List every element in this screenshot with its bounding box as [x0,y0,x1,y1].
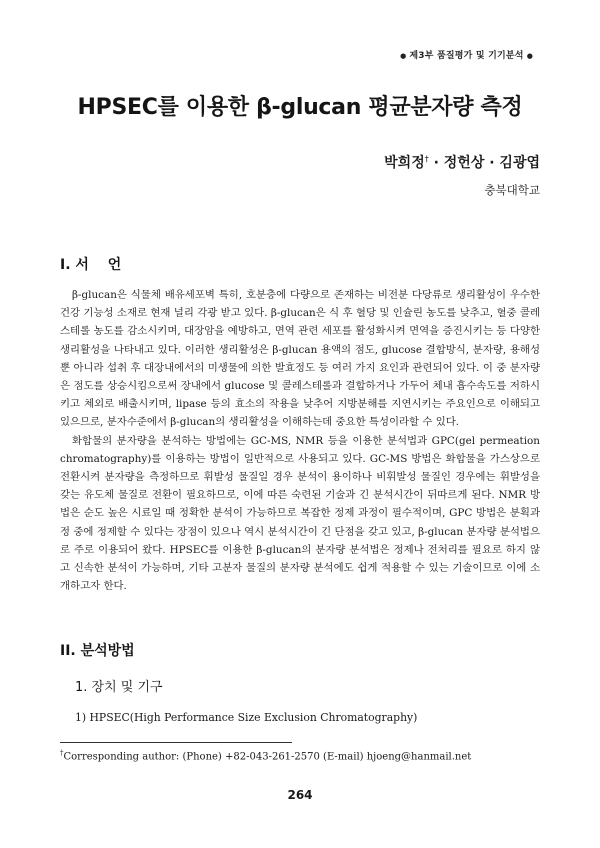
section-heading-intro: I. 서 언 [60,257,122,273]
intro-body [60,286,540,595]
subsection-heading: 1. 장치 및 기구 [75,680,163,695]
bullet-icon: ● [526,52,533,60]
author-first: 박희정 [384,155,425,171]
footnote-text: Corresponding author: (Phone) +82-043-261-2570 (E-mail) hjoeng@hanmail.net [63,751,472,763]
paper-title: HPSEC를 이용한 β-glucan 평균분자량 측정 [77,95,523,120]
corresponding-mark: † [424,154,429,164]
section-heading-methods: II. 분석방법 [60,643,135,659]
running-header-text: 제3부 품질평가 및 기기분석 [409,51,524,61]
running-header [397,48,536,61]
body-paragraph: β-glucan은 식물체 배유세포벽 특히, 호분층에 다량으로 존재하는 비전분 다당류로 생리활성이 우수한 건강 기능성 소재로 현재 널리 각광 받고 있다. β-glucan은 식 후 혈당 및 인슐린 농도를 낮추고, 혈중 콜레스테롤 농도를 감소시키며, 대장암을 예방하고, 면역 관련 세포를 활성화시켜 면역을 증진시키는 등 다양한 생리활성을 나타내고 있다. 이러한 생리활성은 β-glucan 용액의 점도, glucose 결합방식, 분자량, 용해성 뿐 아니라 섭취 후 대장내에서의 미생물에 의한 발효정도 등 여러 가지 요인과 관련되어 있다. 이 중 분자량은 점도를 상승시킴으로써 장내에서 glucose 및 콜레스테롤과 결합하거나 가두어 체내 흡수속도를 저하시키고 체외로 배출시키며, lipase 등의 효소의 작용을 낮추어 지방분해를 지연시키는 주요인으로 이해되고 있으므로, 분자수준에서 β-glucan의 생리활성을 이해하는데 중요한 특성이라할 수 있다. [60,289,540,429]
page-number: 264 [287,788,313,802]
bullet-icon: ● [400,52,407,60]
body-paragraph: 화합물의 분자량을 분석하는 방법에는 GC-MS, NMR 등을 이용한 분석법과 GPC(gel permeation chromatography)를 이용하는 방법이 일반적으로 사용되고 있다. GC-MS 방법은 화합물을 가스상으로 전환시켜 분자량을 측정하므로 휘발성 물질일 경우 분석이 용이하나 비휘발성 물질인 경우에는 휘발성을 갖는 유도체 물질로 전환이 필요하므로, 이에 따른 숙련된 기술과 긴 분석시간이 뒤따르게 된다. NMR 방법은 순도 높은 시료일 때 정확한 분석이 가능하므로 복잡한 정제 과정이 필수적이며, GPC 방법은 분획과정 중에 정제할 수 있다는 장점이 있으나 역시 분석시간이 긴 단점을 갖고 있고, β-glucan 분자량 분석법으로 주로 이용되어 왔다. HPSEC를 이용한 β-glucan의 분자량 분석법은 정제나 전처리를 필요로 하지 않고 신속한 분석이 가능하며, 기타 고분자 물질의 분자량 분석에도 쉽게 적용할 수 있는 기술이므로 이에 소개하고자 한다. [60,434,540,593]
footnote-divider [60,742,292,743]
footnote-mark: † [60,749,64,757]
author-list [384,152,540,172]
author-rest: · 정헌상 · 김광엽 [428,155,540,171]
subsubsection-heading: 1) HPSEC(High Performance Size Exclusion Chromatography) [75,711,418,724]
footnote [60,749,471,762]
affiliation: 충북대학교 [484,183,540,197]
